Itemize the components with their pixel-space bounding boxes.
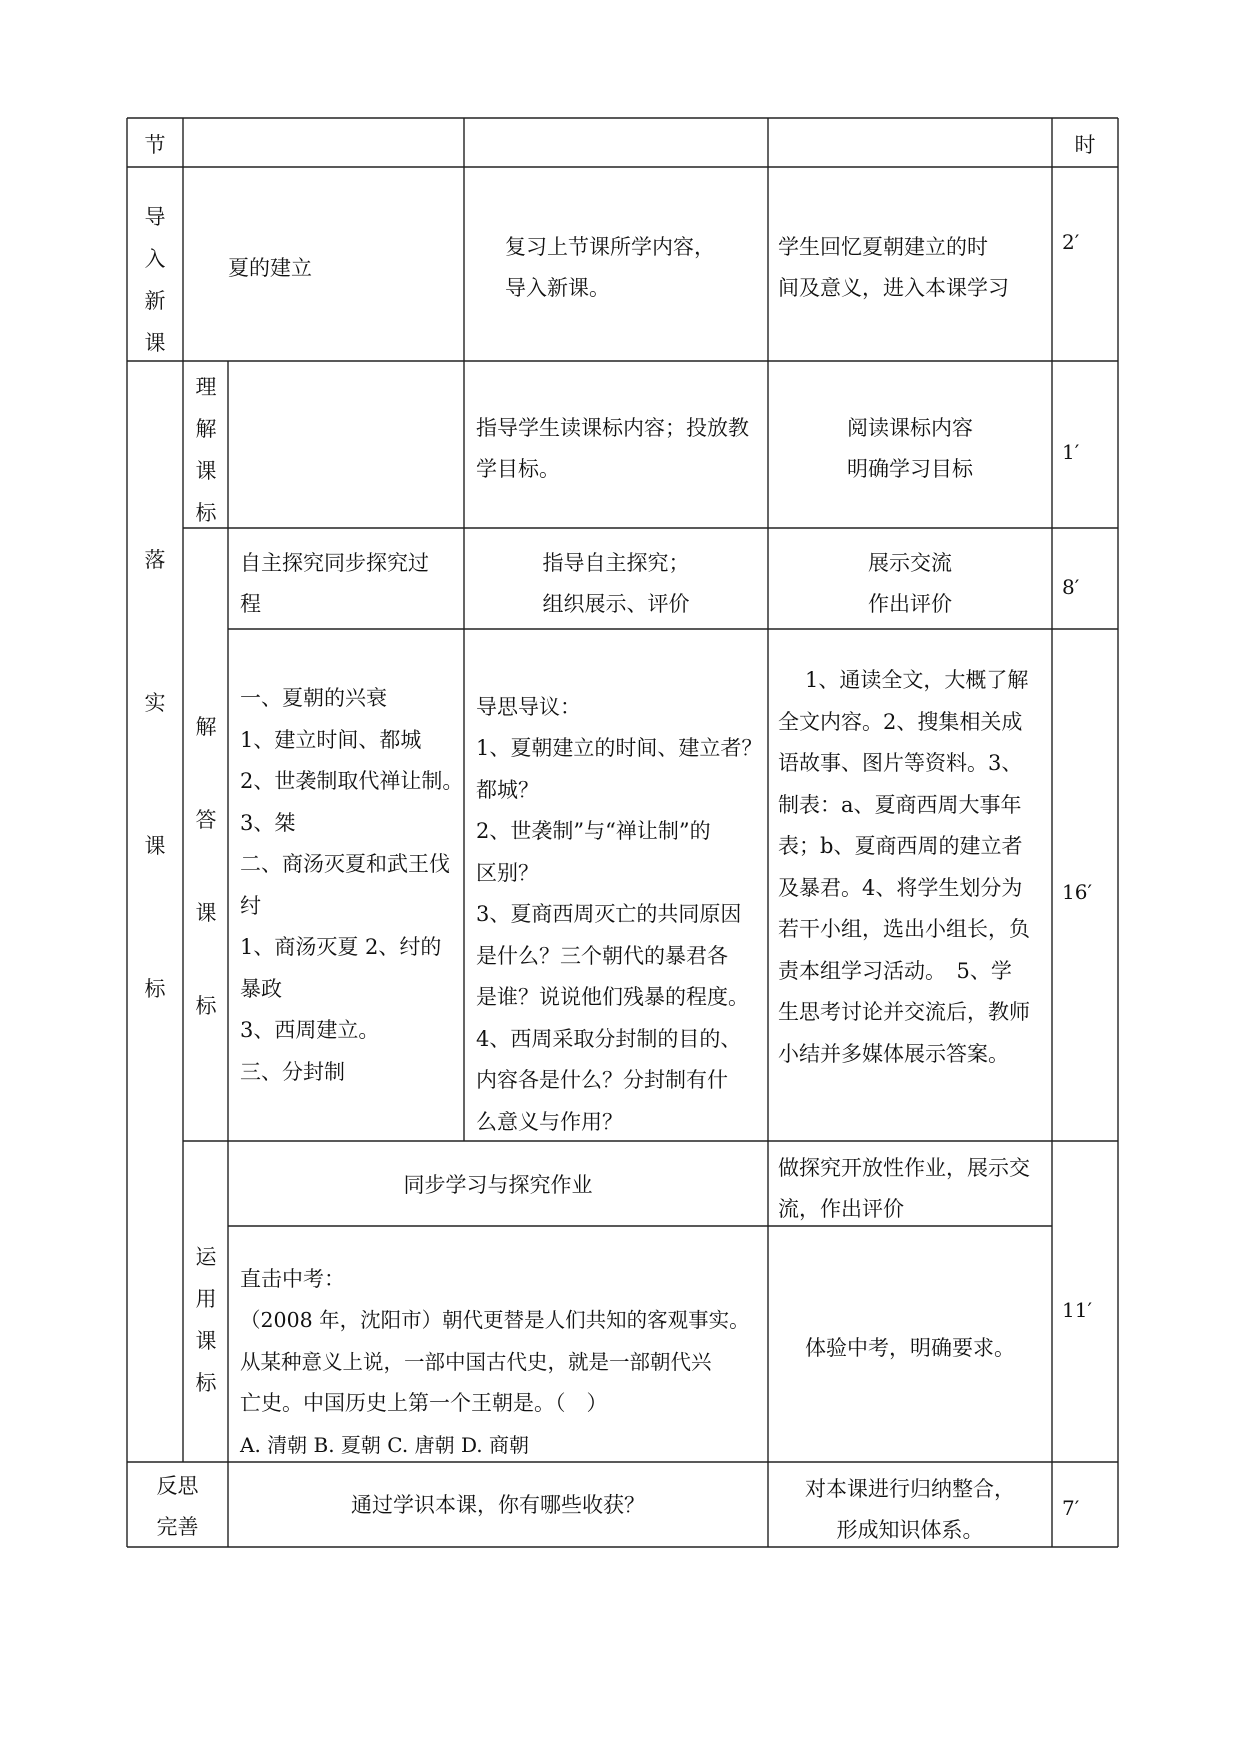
reflect-student-line: 对本课进行归纳整合， — [805, 1477, 1015, 1501]
explore-content-line: 程 — [240, 592, 261, 616]
answer-teacher-line: 是什么？三个朝代的暴君各 — [476, 944, 728, 968]
intro-content: 夏的建立 — [228, 256, 312, 280]
intro-stage-char: 课 — [144, 331, 166, 355]
apply-exam-student: 体验中考，明确要求。 — [805, 1336, 1015, 1360]
answer-teacher-line: 都城？ — [476, 778, 539, 802]
understand-student-line: 明确学习目标 — [847, 457, 973, 481]
intro-student-line: 间及意义，进入本课学习 — [778, 276, 1009, 300]
understand-student-line: 阅读课标内容 — [847, 416, 973, 440]
answer-content-line: 纣 — [240, 894, 261, 918]
answer-content-line: 1、商汤灭夏 2、纣的 — [240, 935, 442, 959]
answer-teacher-line: 2、世袭制”与“禅让制”的 — [476, 819, 711, 843]
answer-teacher-line: 导思导议： — [476, 695, 581, 719]
explore-student-line: 展示交流 — [868, 551, 952, 575]
answer-teacher-line: 是谁？说说他们残暴的程度。 — [476, 985, 749, 1009]
explore-content-line: 自主探究同步探究过 — [240, 551, 429, 575]
header-time-label: 时 — [1074, 133, 1096, 157]
answer-teacher-line: 3、夏商西周灭亡的共同原因 — [476, 902, 742, 926]
explore-teacher-line: 指导自主探究； — [542, 551, 690, 575]
answer-sub-char: 标 — [195, 994, 217, 1018]
explore-teacher-line: 组织展示、评价 — [542, 592, 690, 616]
answer-content-line: 三、分封制 — [240, 1060, 345, 1084]
answer-sub-char: 课 — [195, 901, 217, 925]
answer-student-line: 全文内容。2、搜集相关成 — [778, 710, 1023, 734]
answer-content-line: 3、桀 — [240, 811, 296, 835]
answer-sub-char: 答 — [195, 808, 217, 832]
intro-teacher-line: 复习上节课所学内容， — [505, 235, 715, 259]
apply-exam-line: 亡史。中国历史上第一个王朝是。（ ） — [240, 1391, 608, 1415]
apply-sub-char: 课 — [195, 1329, 217, 1353]
reflect-time: 7′ — [1062, 1496, 1080, 1520]
answer-student-line: 1、通读全文，大概了解 — [805, 668, 1029, 692]
answer-content-line: 2、世袭制取代禅让制。 — [240, 769, 464, 793]
apply-exam-line: （2008 年，沈阳市）朝代更替是人们共知的客观事实。 — [240, 1308, 750, 1332]
answer-content-line: 一、夏朝的兴衰 — [240, 686, 387, 710]
explore-student-line: 作出评价 — [868, 592, 952, 616]
answer-student-line: 责本组学习活动。 5、学 — [778, 959, 1012, 983]
understand-sub-char: 标 — [195, 501, 217, 525]
intro-teacher-line: 导入新课。 — [505, 276, 610, 300]
apply-homework-student-line: 流，作出评价 — [778, 1197, 904, 1221]
intro-stage-char: 入 — [144, 247, 166, 271]
understand-sub-char: 解 — [195, 417, 217, 441]
apply-exam-line: 直击中考： — [240, 1267, 345, 1291]
apply-sub-char: 用 — [195, 1287, 217, 1311]
answer-content-line: 二、商汤灭夏和武王伐 — [240, 852, 450, 876]
apply-sub-char: 标 — [195, 1371, 217, 1395]
answer-student-line: 若干小组，选出小组长，负 — [778, 917, 1030, 941]
reflect-stage-line: 反思 — [156, 1474, 199, 1498]
apply-exam-line: A. 清朝 B. 夏朝 C. 唐朝 D. 商朝 — [240, 1433, 529, 1457]
implement-stage-char: 课 — [144, 834, 166, 858]
answer-student-line: 小结并多媒体展示答案。 — [778, 1042, 1009, 1066]
answer-student-line: 语故事、图片等资料。3、 — [778, 751, 1023, 775]
understand-teacher-line: 学目标。 — [476, 457, 560, 481]
answer-student-line: 及暴君。4、将学生划分为 — [778, 876, 1023, 900]
understand-teacher-line: 指导学生读课标内容；投放教 — [476, 416, 749, 440]
intro-stage-char: 导 — [144, 205, 166, 229]
implement-stage-char: 落 — [144, 548, 166, 572]
explore-time: 8′ — [1062, 575, 1080, 599]
apply-sub-char: 运 — [195, 1245, 217, 1269]
apply-exam-line: 从某种意义上说，一部中国古代史，就是一部朝代兴 — [240, 1350, 712, 1374]
intro-time: 2′ — [1062, 230, 1080, 254]
implement-stage-char: 标 — [144, 977, 166, 1001]
reflect-content: 通过学识本课，你有哪些收获？ — [351, 1493, 645, 1517]
answer-teacher-line: 4、西周采取分封制的目的、 — [476, 1027, 742, 1051]
reflect-stage-line: 完善 — [156, 1515, 199, 1539]
understand-time: 1′ — [1062, 440, 1080, 464]
intro-stage-char: 新 — [144, 289, 166, 313]
answer-teacher-line: 么意义与作用？ — [476, 1110, 623, 1134]
implement-stage-char: 实 — [144, 691, 166, 715]
answer-teacher-line: 内容各是什么？分封制有什 — [476, 1068, 728, 1092]
apply-time: 11′ — [1062, 1298, 1092, 1322]
apply-homework: 同步学习与探究作业 — [403, 1173, 593, 1197]
reflect-student-line: 形成知识体系。 — [836, 1518, 984, 1542]
header-stage-label: 节 — [144, 133, 166, 157]
intro-student-line: 学生回忆夏朝建立的时 — [778, 235, 988, 259]
answer-content-line: 1、建立时间、都城 — [240, 728, 422, 752]
answer-content-line: 3、西周建立。 — [240, 1018, 380, 1042]
understand-sub-char: 课 — [195, 459, 217, 483]
answer-student-line: 表；b、夏商西周的建立者 — [778, 834, 1023, 858]
answer-student-line: 生思考讨论并交流后，教师 — [778, 1000, 1030, 1024]
apply-homework-student-line: 做探究开放性作业，展示交 — [778, 1156, 1030, 1180]
understand-sub-char: 理 — [195, 375, 217, 399]
answer-content-line: 暴政 — [240, 977, 282, 1001]
answer-teacher-line: 区别？ — [476, 861, 539, 885]
answer-student-line: 制表：a、夏商西周大事年 — [778, 793, 1022, 817]
answer-time: 16′ — [1062, 880, 1092, 904]
answer-teacher-line: 1、夏朝建立的时间、建立者？ — [476, 736, 763, 760]
answer-sub-char: 解 — [195, 715, 217, 739]
